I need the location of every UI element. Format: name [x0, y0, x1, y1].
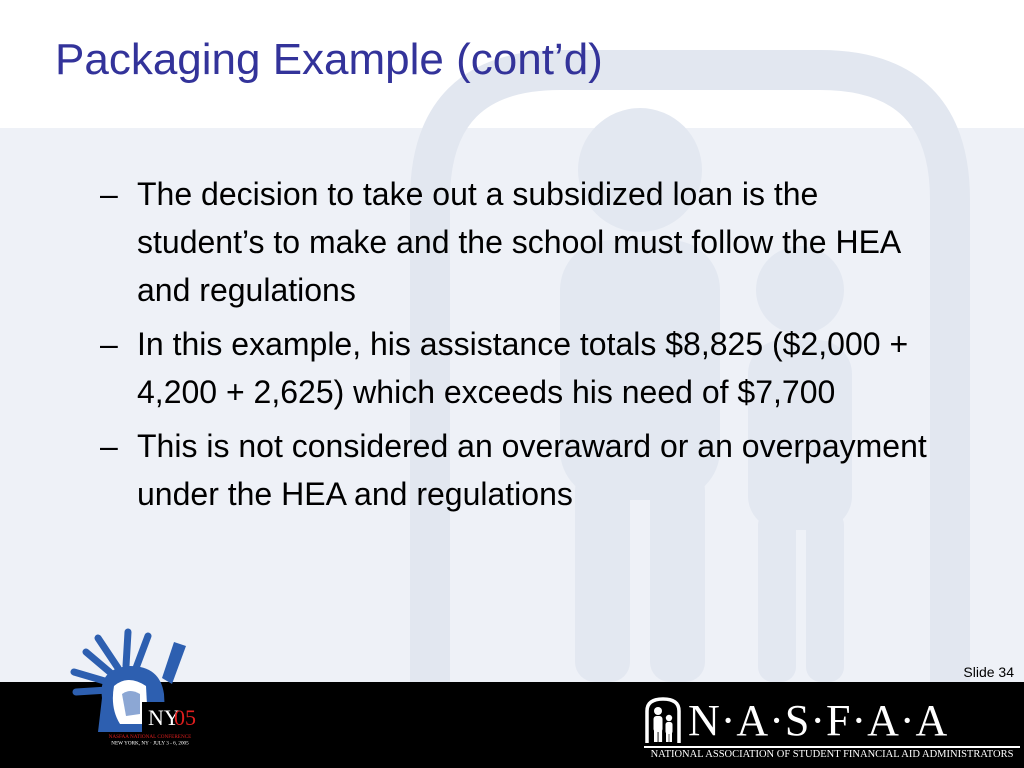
nasfaa-logo: [644, 696, 1020, 766]
nasfaa-rule: [644, 746, 1020, 748]
conference-name: NASFAA NATIONAL CONFERENCE: [108, 734, 192, 740]
slide-number: Slide 34: [963, 664, 1014, 680]
bullet-list: [100, 170, 950, 524]
nasfaa-tagline: NATIONAL ASSOCIATION OF STUDENT FINANCIAL AID ADMINISTRATORS: [650, 749, 1014, 760]
conference-year: 05: [174, 705, 196, 730]
bullet-dash: –: [100, 326, 118, 362]
bullet-dash: –: [100, 428, 118, 464]
bullet-item: [100, 170, 950, 314]
conference-dates: NEW YORK, NY · JULY 3 - 6, 2005: [111, 740, 189, 746]
conference-ny-mark: NY: [148, 705, 180, 730]
bullet-text: This is not considered an overaward or an overpayment under the HEA and regulations: [137, 428, 927, 512]
conference-logo: [68, 628, 204, 746]
bullet-item: [100, 422, 950, 518]
bullet-item: [100, 320, 950, 416]
bullet-text: The decision to take out a subsidized loan is the student’s to make and the school must follow the HEA and regulations: [137, 176, 900, 308]
nasfaa-wordmark-row: [644, 696, 948, 744]
bullet-dash: –: [100, 176, 118, 212]
nasfaa-wordmark: N·A·S·F·A·A: [688, 695, 949, 745]
family-figures-icon: [644, 697, 682, 743]
bullet-text: In this example, his assistance totals $8,825 ($2,000 + 4,200 + 2,625) which exceeds his need of $7,700: [137, 326, 909, 410]
slide-title: Packaging Example (cont’d): [55, 35, 603, 84]
